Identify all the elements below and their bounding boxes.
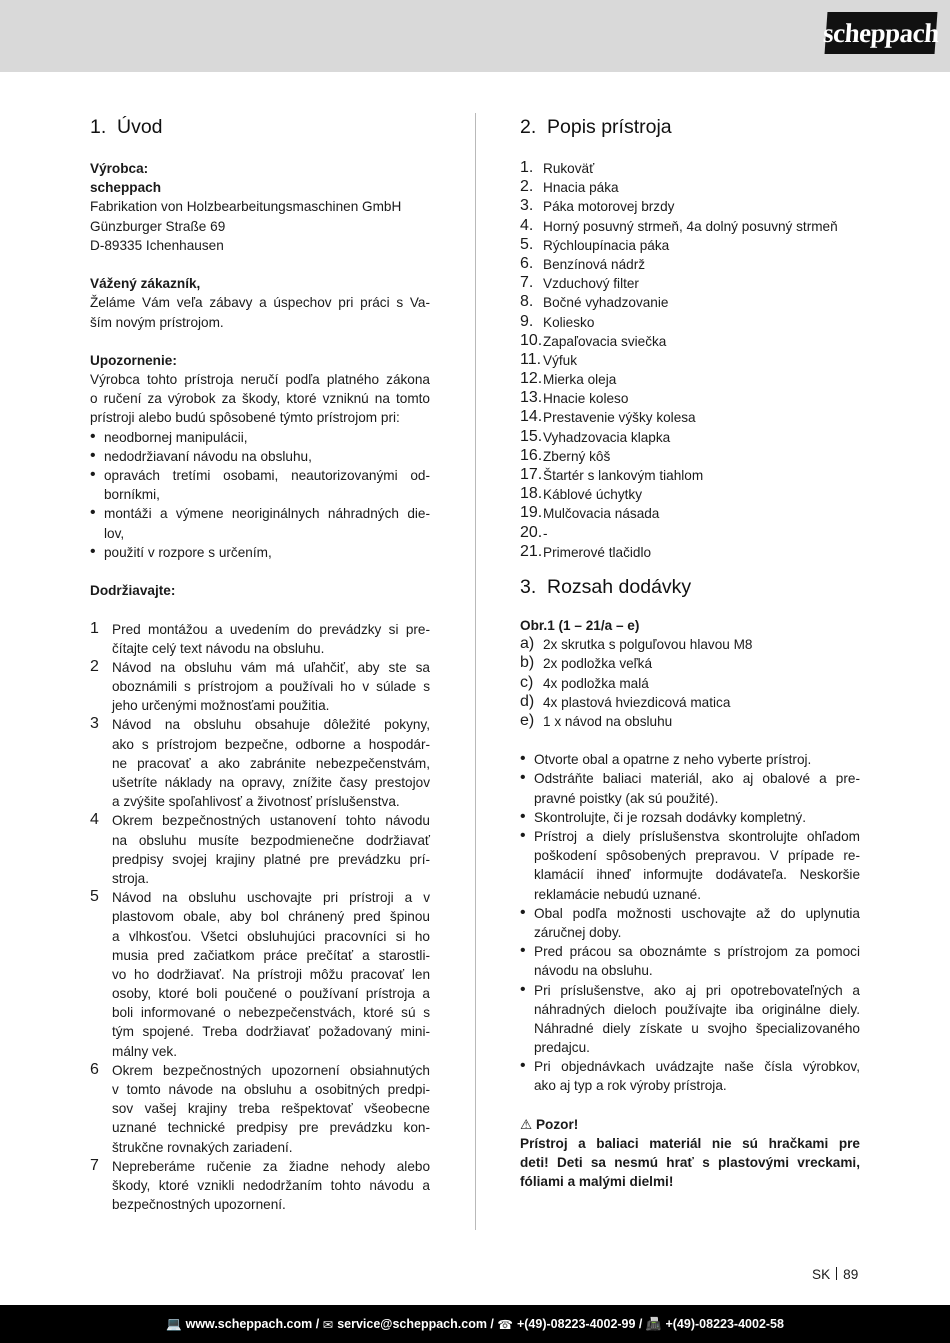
list-item: • Prístroj a diely príslušenstva skontrolujte ohľadom poškodení spôsobených prepravou. V prípade re- klamácií ihneď informujte dodávateľa. Neskoršie reklamácie nebudú uznané.	[520, 827, 860, 902]
list-item: d) 4x plastová hviezdicová matica	[520, 692, 731, 710]
list-item: • Pri objednávkach uvádzajte naše čísla výrobkov, ako aj typ a rok výroby prístroja.	[520, 1057, 860, 1094]
notice-text: Výrobca tohto prístroja neručí podľa platného zákona o ručení za výrobok za škody, ktoré vzniknú na tomto prístroji alebo budú spôsobené týmto prístrojom pri:	[90, 372, 430, 426]
list-item: 13. Hnacie koleso	[520, 389, 629, 407]
right-column	[520, 114, 860, 1192]
warning-text: Prístroj a baliaci materiál nie sú hračkami pre deti! Deti sa nesmú hrať s plastovými vreckami, fóliami a malými dielmi!	[520, 1136, 860, 1190]
list-item: • Skontrolujte, či je rozsah dodávky kompletný.	[520, 807, 807, 825]
list-item: • Pred prácou sa oboznámte s prístrojom za pomoci návodu na obsluhu.	[520, 942, 860, 979]
list-item: 17. Štartér s lankovým tiahlom	[520, 466, 704, 483]
list-item: • Pri príslušenstve, ako aj pri opotrebovateľných a náhradných dieloch používajte iba originálne diely. Náhradné diely získate u svojho špecializovaného predajcu.	[520, 980, 860, 1056]
footer-web: www.scheppach.com /	[185, 1317, 320, 1331]
figure-label: Obr.1 (1 – 21/a – e)	[520, 617, 640, 633]
computer-icon: 💻	[166, 1316, 182, 1331]
list-item: 1 Pred montážou a uvedením do prevádzky si pre- čítajte celý text návodu na obsluhu.	[90, 619, 430, 656]
list-item: b) 2x podložka veľká	[520, 654, 653, 672]
column-divider	[475, 113, 476, 1230]
list-item: 16. Zberný kôš	[520, 446, 611, 464]
parts-list	[520, 159, 860, 562]
page-number: SK 89	[812, 1267, 859, 1282]
list-item: • Otvorte obal a opatrne z neho vyberte prístroj.	[520, 750, 812, 768]
manufacturer-label: Výrobca:	[90, 161, 149, 176]
page-footer	[0, 1305, 950, 1343]
list-item: • nedodržiavaní návodu na obsluhu,	[90, 446, 312, 464]
list-item: c) 4x podložka malá	[520, 673, 649, 691]
list-item: 1. Rukoväť	[520, 159, 595, 176]
list-item: 6 Okrem bezpečnostných upozornení obsiahnutých v tomto návode na obsluhu a osobitných predpi- sov vašej krajiny treba rešpektovať všeobecne uznané technické predpisy pre prevádzku kon- štrukčne rovnakých zariadení.	[90, 1060, 430, 1155]
list-item: • použití v rozpore s určením,	[90, 542, 272, 560]
list-item: 14. Prestavenie výšky kolesa	[520, 408, 696, 426]
notice-label: Upozornenie:	[90, 352, 177, 368]
list-item: • opravách tretími osobami, neautorizovanými od- borníkmi,	[90, 466, 430, 503]
list-item: 10. Zapaľovacia sviečka	[520, 331, 667, 349]
list-item: • montáži a výmene neoriginálnych náhradných die- lov,	[90, 504, 430, 541]
list-item: a) 2x skrutka s polguľovou hlavou M8	[520, 635, 753, 653]
list-item: 15. Vyhadzovacia klapka	[520, 427, 671, 445]
observe-list	[90, 620, 430, 1215]
fax-icon: 📠	[645, 1316, 662, 1331]
list-item: 12. Mierka oleja	[520, 370, 617, 388]
list-item: 2. Hnacia páka	[520, 178, 619, 196]
list-item: 6. Benzínová nádrž	[520, 254, 646, 272]
list-item: e) 1 x návod na obsluhu	[520, 711, 673, 729]
manufacturer-address: Fabrikation von Holzbearbeitungsmaschinen GmbH Günzburger Straße 69 D-89335 Ichenhausen	[90, 199, 402, 253]
list-item: 3. Páka motorovej brzdy	[520, 197, 675, 215]
footer-email: service@scheppach.com /	[337, 1317, 494, 1331]
list-item: 7 Nepreberáme ručenie za žiadne nehody alebo škody, ktoré vznikli nedodržaním tohto návodu a bezpečnostných upozornení.	[90, 1156, 430, 1213]
description-heading: 2. Popis prístroja	[520, 116, 672, 138]
dear-customer-label: Vážený zákazník,	[90, 276, 201, 292]
phone-icon: ☎	[497, 1317, 513, 1332]
warning-label: ⚠ Pozor!	[520, 1116, 579, 1132]
list-item: 8. Bočné vyhadzovanie	[520, 293, 669, 311]
scheppach-logo: scheppach	[825, 12, 938, 54]
intro-heading: 1. Úvod	[90, 116, 163, 138]
list-item: 2 Návod na obsluhu vám má uľahčiť, aby ste sa oboznámili s prístrojom a používali ho v súlade s jeho určenými možnosťami použitia.	[90, 657, 430, 714]
list-item: 5 Návod na obsluhu uschovajte pri prístroji a v plastovom obale, aby bol chránený pred špinou a vlhkosťou. Všetci obsluhujúci pracovníci si ho musia pred začiatkom práce prečítať a starostli- vo ho dodržiavať. Na prístroji môžu pracovať len osoby, ktoré boli poučené o používaní prístroja a boli informované o nebezpečenstvách, ktoré sú s tým spojené. Treba dodržiavať požadovaný mini- málny vek.	[90, 888, 430, 1059]
list-item: 7. Vzduchový filter	[520, 274, 639, 292]
delivery-bullet-list	[520, 750, 860, 1095]
list-item: 3 Návod na obsluhu obsahuje dôležité pokyny, ako s prístrojom bezpečne, odborne a hospodár- ne pracovať a ako zabránite nebezpečenstvám, ušetríte náklady na opravy, znížite časy prestojov a zvýšite spoľahlivosť a životnosť príslušenstva.	[90, 715, 430, 810]
footer-fax: +(49)-08223-4002-58	[665, 1317, 784, 1331]
observe-label: Dodržiavajte:	[90, 583, 176, 599]
notice-bullet-list	[90, 428, 430, 562]
email-icon: ✉	[322, 1317, 334, 1332]
footer-phone: +(49)-08223-4002-99 /	[516, 1317, 643, 1331]
list-item: • Obal podľa možnosti uschovajte až do uplynutia záručnej doby.	[520, 903, 860, 940]
manufacturer-name: scheppach	[90, 180, 162, 196]
list-item: 9. Koliesko	[520, 312, 595, 330]
list-item: 4. Horný posuvný strmeň, 4a dolný posuvný strmeň	[520, 216, 838, 234]
warning-triangle-icon: ⚠	[520, 1116, 533, 1132]
intro-section	[90, 114, 430, 1214]
list-item: 4 Okrem bezpečnostných ustanovení tohto návodu na obsluhu musíte bezpodmienečne dodržiavať predpisy svojej krajiny platné pre prevádzku prí- stroja.	[90, 811, 430, 886]
list-item: 5. Rýchloupínacia páka	[520, 235, 670, 253]
list-item: 20. -	[520, 523, 548, 541]
list-item: 11. Výfuk	[520, 350, 577, 368]
dear-customer-text: Želáme Vám veľa zábavy a úspechov pri práci s Va- ším novým prístrojom.	[90, 295, 430, 330]
delivery-heading: 3. Rozsah dodávky	[520, 575, 692, 598]
page-header	[0, 0, 950, 72]
delivery-parts-list	[520, 635, 860, 731]
list-item: 19. Mulčovacia násada	[520, 504, 660, 522]
list-item: • Odstráňte baliaci materiál, ako aj obalové a pre- pravné poistky (ak sú použité).	[520, 769, 860, 806]
list-item: 21. Primerové tlačidlo	[520, 542, 652, 560]
list-item: 18. Káblové úchytky	[520, 485, 642, 503]
list-item: • neodbornej manipulácii,	[90, 427, 248, 445]
